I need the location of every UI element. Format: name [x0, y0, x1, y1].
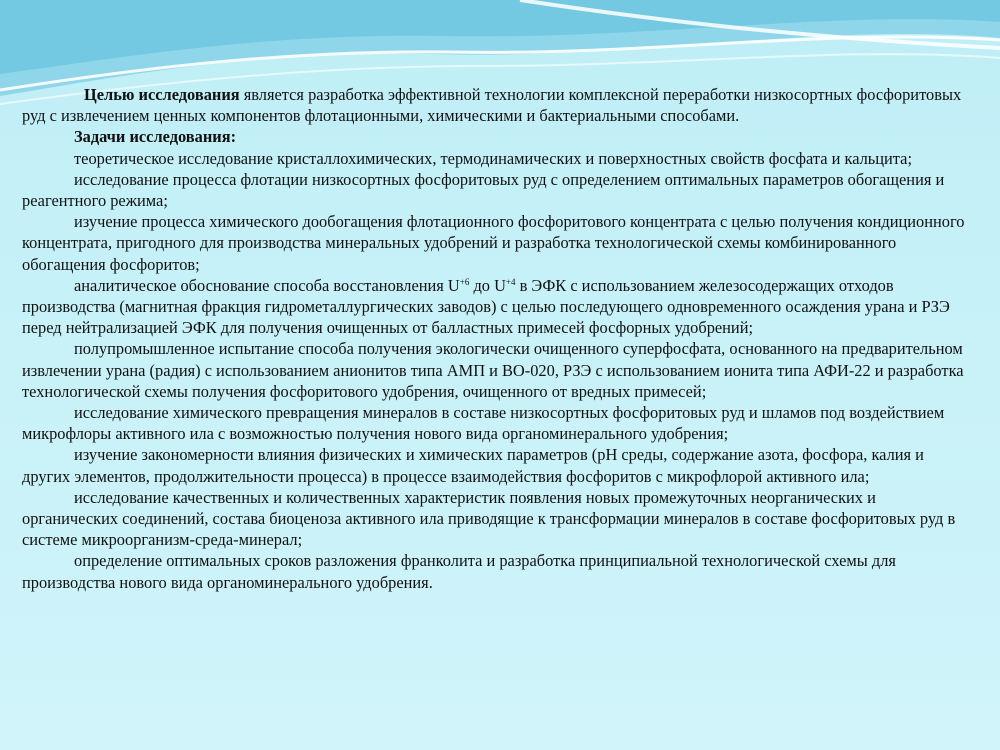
- task-item: исследование процесса флотации низкосортных фосфоритовых руд с определением оптимальных параметров обогащения и реагентного режима;: [22, 169, 945, 211]
- task-item: исследование химического превращения минералов в составе низкосортных фосфоритовых руд и шламов под воздействием микрофлоры активного ила с возможностью получения нового вида органоминерального удобрения;: [22, 403, 945, 444]
- research-text: [22, 84, 972, 593]
- research-goal-text: является разработка эффективной технологии комплексной переработки низкосортных фосфоритовых руд с извлечением ценных компонентов флотационными, химическими и бактериальными способами.: [22, 85, 962, 126]
- tasks-heading: Задачи исследования:: [74, 127, 237, 147]
- task-item: изучение процесса химического дообогащения флотационного фосфоритового концентрата с целью получения кондиционного концентрата, пригодного для производства минеральных удобрений и разработка технологической схемы комбинированного обогащения фосфоритов;: [22, 212, 965, 274]
- task-item: определение оптимальных сроков разложения франколита и разработка принципиальной технологической схемы для производства нового вида органоминерального удобрения.: [22, 551, 896, 592]
- task-item: теоретическое исследование кристаллохимических, термодинамических и поверхностных свойств фосфата и кальцита;: [74, 148, 913, 168]
- research-goal-label: Целью исследования: [84, 85, 240, 104]
- task-item: полупромышленное испытание способа получения экологически очищенного суперфосфата, основанного на предварительном извлечении урана (радия) с использованием анионитов типа АМП и ВО-020, РЗЭ с использованием ионита типа АФИ-22 и разработка технологической схемы получения фосфоритового удобрения, очищенного от вредных примесей;: [22, 339, 964, 401]
- task-item: исследование качественных и количественных характеристик появления новых промежуточных неорганических и органических соединений, состава биоценоза активного ила приводящие к трансформации минералов в составе фосфоритовых руд в системе микроорганизм-среда-минерал;: [22, 487, 956, 550]
- research-goal-paragraph: [22, 84, 972, 126]
- task-item: изучение закономерности влияния физических и химических параметров (рН среды, содержание азота, фосфора, калия и других элементов, продолжительности процесса) в процессе взаимодействия фосфоритов с микрофлорой активного ила;: [22, 445, 924, 486]
- task-item-uranium: аналитическое обоснование способа восстановления $U^{+6}$ до $U^{+4}$ в ЭФК с использованием железосодержащих отходов производства (магнитная фракция гидрометаллургических заводов) с целью последующего одновременного осаждения урана и РЗЭ перед нейтрализацией ЭФК для получения очищенных от балластных примесей фосфорных удобрений;: [22, 275, 950, 338]
